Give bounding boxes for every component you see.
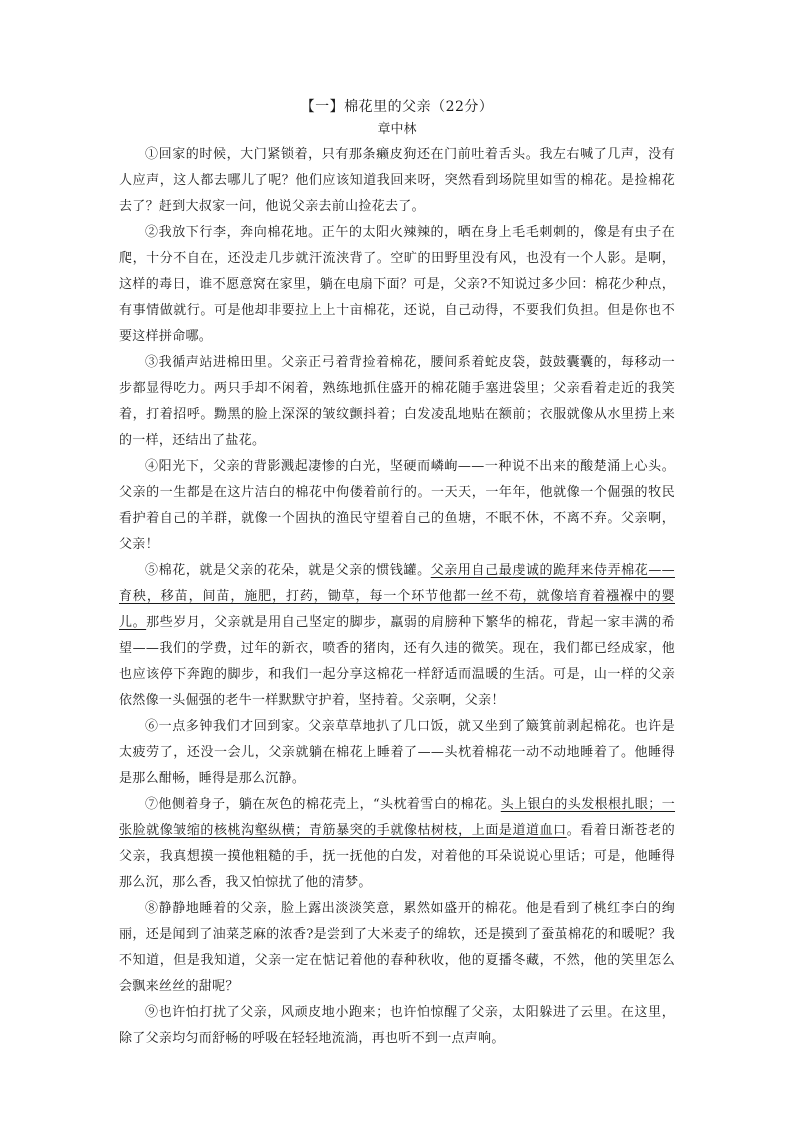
paragraph-7 bbox=[119, 792, 675, 896]
paragraph-1 bbox=[119, 142, 675, 220]
paragraph-text-before: ⑤棉花，就是父亲的花朵，就是父亲的惯钱罐。 bbox=[145, 563, 431, 578]
paragraph-text-before: ⑦他侧着身子，躺在灰色的棉花壳上，“头枕着雪白的棉花。 bbox=[145, 797, 501, 812]
paragraph-text-after: 。看着日渐苍老的父亲，我真想摸一摸他粗糙的手，抚一抚他的白发，对着他的耳朵说说心里话；可是，他睡得那么沉，那么香，我又怕惊扰了他的清梦。 bbox=[119, 823, 675, 890]
article bbox=[119, 97, 675, 1052]
paragraph-text-after: 那些岁月，父亲就是用自己坚定的脚步，羸弱的肩膀种下繁华的棉花，背起一家丰满的希望——我们的学费，过年的新衣，喷香的猪肉，还有久违的微笑。现在，我们都已经成家，他也应该停下奔跑的脚步，和我们一起分享这棉花一样舒适而温暖的生活。可是，山一样的父亲依然像一头倔强的老牛一样默默守护着，坚持着。父亲啊，父亲！ bbox=[119, 615, 675, 708]
paragraph-text: ⑨也许怕打扰了父亲，风顽皮地小跑来；也许怕惊醒了父亲，太阳躲进了云里。在这里，除了父亲均匀而舒畅的呼吸在轻轻地流淌，再也听不到一点声响。 bbox=[119, 1005, 675, 1046]
paragraph-text: ⑥一点多钟我们才回到家。父亲草草地扒了几口饭，就又坐到了簸箕前剥起棉花。也许是太疲劳了，还没一会儿，父亲就躺在棉花上睡着了——头枕着棉花一动不动地睡着了。他睡得是那么酣畅，睡得是那么沉静。 bbox=[119, 719, 675, 786]
paragraph-8 bbox=[119, 896, 675, 1000]
paragraph-9 bbox=[119, 1000, 675, 1052]
article-title: 【一】棉花里的父亲（22分） bbox=[300, 99, 494, 115]
paragraph-3 bbox=[119, 350, 675, 454]
paragraph-text: ①回家的时候，大门紧锁着，只有那条癞皮狗还在门前吐着舌头。我左右喊了几声，没有人应声，这人都去哪儿了呢？他们应该知道我回来呀，突然看到场院里如雪的棉花。是捡棉花去了？赶到大叔家一问，他说父亲去前山捡花去了。 bbox=[119, 147, 675, 214]
paragraph-text: ③我循声站进棉田里。父亲正弓着背捡着棉花，腰间系着蛇皮袋，鼓鼓囊囊的，每移动一步都显得吃力。两只手却不闲着，熟练地抓住盛开的棉花随手塞进袋里；父亲看着走近的我笑着，打着招呼。黝黑的脸上深深的皱纹颤抖着；白发凌乱地贴在额前；衣服就像从水里捞上来的一样，还结出了盐花。 bbox=[119, 355, 675, 448]
paragraph-text: ⑧静静地睡着的父亲，脸上露出淡淡笑意，累然如盛开的棉花。他是看到了桃红李白的绚丽，还是闻到了油菜芝麻的浓香?是尝到了大米麦子的绵软，还是摸到了蚕茧棉花的和暖呢？我不知道，但是我知道，父亲一定在惦记着他的春种秋收，他的夏播冬藏，不然，他的笑里怎么会飘来丝丝的甜呢？ bbox=[119, 901, 675, 994]
paragraph-6 bbox=[119, 714, 675, 792]
paragraph-4 bbox=[119, 454, 675, 558]
paragraph-text: ②我放下行李，奔向棉花地。正午的太阳火辣辣的，晒在身上毛毛刺刺的，像是有虫子在爬，十分不自在，还没走几步就汗流浃背了。空旷的田野里没有风，也没有一个人影。是啊，这样的毒日，谁不愿意窝在家里，躺在电扇下面？可是，父亲?不知说过多少回：棉花少种点，有事情做就行。可是他却非要拉上上十亩棉花，还说，自己动得，不要我们负担。但是你也不要这样拼命哪。 bbox=[119, 225, 675, 344]
paragraph-5 bbox=[119, 558, 675, 714]
underlined-sentence: 父亲用自己最虔诚的跪拜来侍弄棉花——育秧，移苗，间苗，施肥，打药，锄草，每一个环节他都一丝不苟，就像培育着襁褓中的婴儿。 bbox=[119, 563, 675, 630]
article-author: 章中林 bbox=[377, 122, 417, 137]
underlined-sentence: 头上银白的头发根根扎眼；一张脸就像皱缩的核桃沟壑纵横；青筋暴突的手就像枯树枝，上面是道道血口 bbox=[119, 797, 676, 838]
paragraph-text: ④阳光下，父亲的背影溅起凄惨的白光，坚硬而嶙峋——一种说不出来的酸楚涌上心头。父亲的一生都是在这片洁白的棉花中佝偻着前行的。一天天，一年年，他就像一个倔强的牧民看护着自己的羊群，就像一个固执的渔民守望着自己的鱼塘，不眠不休，不离不弃。父亲啊，父亲！ bbox=[119, 459, 675, 552]
paragraph-2 bbox=[119, 220, 675, 350]
